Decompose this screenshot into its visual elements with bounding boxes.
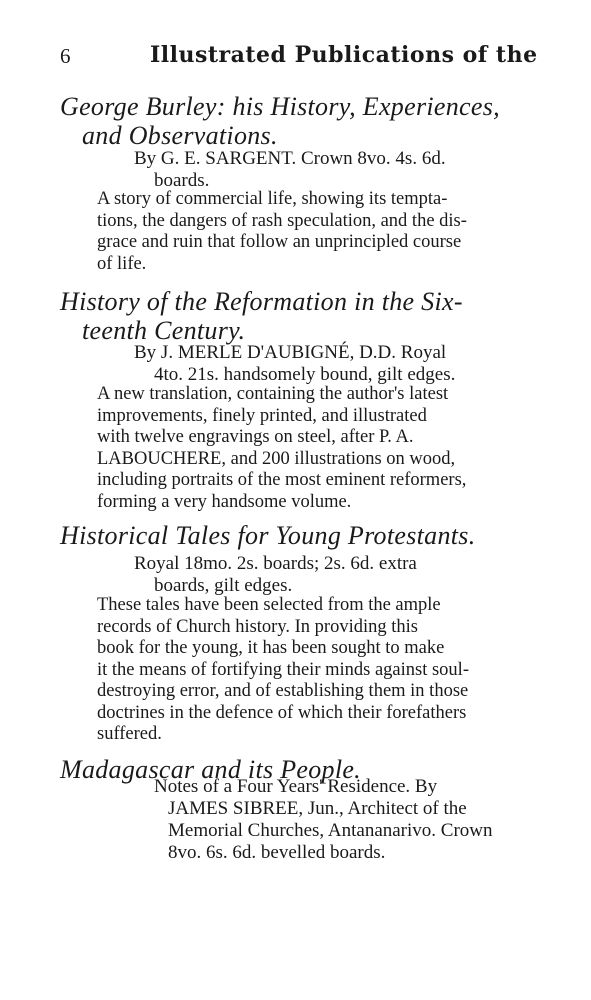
description-line: suffered. [97,724,162,744]
description-line: A new translation, containing the author's latest [97,384,449,404]
description-line: including portraits of the most eminent reformers, [97,470,467,490]
entry-title [60,92,540,150]
description-line: with twelve engravings on steel, after P. A. [97,427,414,447]
description-line: of life. [97,253,147,274]
byline-line: 4to. 21s. handsomely bound, gilt edges. [154,364,456,385]
entry-byline [134,553,524,597]
byline-line: Notes of a Four Years' Residence. By [154,776,438,797]
byline-line: Memorial Churches, Antananarivo. Crown [168,820,493,841]
byline-line: By G. E. SARGENT. Crown 8vo. 4s. 6d. [134,148,446,169]
entry-byline [154,776,524,864]
page-header [0,44,591,84]
description-line: records of Church history. In providing this [97,616,418,637]
entry-description [97,189,527,275]
description-line: A story of commercial life, showing its tempta- [97,189,448,209]
description-line: book for the young, it has been sought to make [97,638,445,658]
description-line: tions, the dangers of rash speculation, and the dis- [97,210,467,231]
entry-description [97,595,527,746]
running-title: Illustrated Publications of the [150,42,538,68]
title-line: teenth Century. [82,316,246,345]
title-line: George Burley: his History, Experiences, [60,92,500,121]
entry-description [97,384,527,513]
entry-title [60,287,540,345]
entry-byline [134,148,524,192]
byline-line: boards, gilt edges. [154,575,293,596]
description-line: doctrines in the defence of which their forefathers [97,702,467,723]
byline-line: 8vo. 6s. 6d. bevelled boards. [168,842,386,863]
title-line: Madagascar and its People. [60,755,361,784]
byline-line: Royal 18mo. 2s. boards; 2s. 6d. extra [134,553,417,574]
description-line: forming a very handsome volume. [97,491,352,512]
byline-line: By J. MERLE D'AUBIGNÉ, D.D. Royal [134,342,447,363]
title-line: Historical Tales for Young Protestants. [60,521,476,550]
byline-line: JAMES SIBREE, Jun., Architect of the [168,798,467,819]
description-line: it the means of fortifying their minds against soul- [97,659,469,680]
title-line: History of the Reformation in the Six- [60,287,463,316]
description-line: LABOUCHERE, and 200 illustrations on wood, [97,448,456,469]
byline-line: boards. [154,170,210,191]
entry-title [60,521,540,550]
description-line: improvements, finely printed, and illustrated [97,405,427,426]
description-line: destroying error, and of establishing them in those [97,681,469,701]
description-line: grace and ruin that follow an unprincipled course [97,232,462,252]
entry-byline [134,342,524,386]
page-number: 6 [60,44,71,68]
title-line: and Observations. [82,121,278,150]
description-line: These tales have been selected from the ample [97,595,441,615]
